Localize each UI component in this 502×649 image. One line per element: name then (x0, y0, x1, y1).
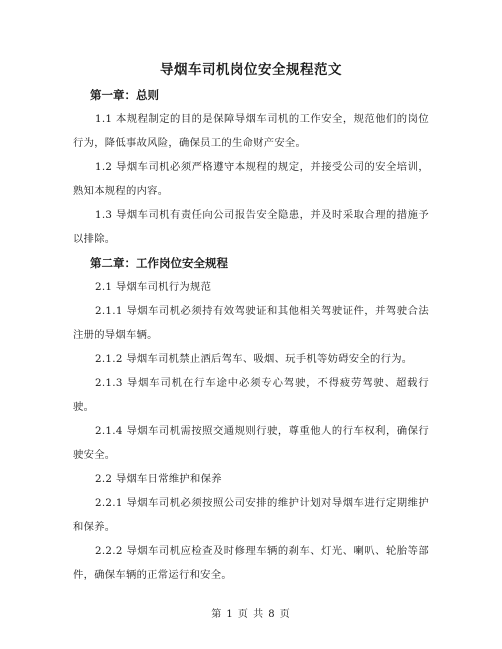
paragraph-2-1-4: 2.1.4 导烟车司机需按照交通规则行驶，尊重他人的行车权利，确保行驶安全。 (73, 425, 429, 461)
paragraph-2-1-1: 2.1.1 导烟车司机必须持有效驾驶证和其他相关驾驶证件，并驾驶合法注册的导烟车辆。 (73, 305, 429, 341)
paragraph-2-2: 2.2 导烟车日常维护和保养 (95, 473, 222, 485)
paragraph-2-2-2: 2.2.2 导烟车司机应检查及时修理车辆的刹车、灯光、喇叭、轮胎等部件，确保车辆的正常运行和安全。 (73, 545, 429, 581)
document-title: 导烟车司机岗位安全规程范文 (160, 62, 342, 78)
chapter-1-heading: 第一章：总则 (90, 88, 159, 102)
paragraph-2-1: 2.1 导烟车司机行为规范 (95, 281, 212, 293)
paragraph-1-1: 1.1 本规程制定的目的是保障导烟车司机的工作安全，规范他们的岗位行为，降低事故风险，确保员工的生命财产安全。 (73, 113, 429, 149)
chapter-2-heading: 第二章：工作岗位安全规程 (90, 256, 228, 270)
paragraph-1-2: 1.2 导烟车司机必须严格遵守本规程的规定，并接受公司的安全培训，熟知本规程的内容。 (73, 161, 429, 197)
paragraph-2-1-3: 2.1.3 导烟车司机在行车途中必须专心驾驶，不得疲劳驾驶、超载行驶。 (73, 377, 429, 413)
page-number-footer: 第 1 页 共 8 页 (211, 609, 291, 620)
document-body (73, 83, 429, 587)
paragraph-2-2-1: 2.2.1 导烟车司机必须按照公司安排的维护计划对导烟车进行定期维护和保养。 (73, 497, 429, 533)
paragraph-2-1-2: 2.1.2 导烟车司机禁止酒后驾车、吸烟、玩手机等妨碍安全的行为。 (95, 353, 413, 365)
paragraph-1-3: 1.3 导烟车司机有责任向公司报告安全隐患，并及时采取合理的措施予以排除。 (73, 209, 429, 245)
